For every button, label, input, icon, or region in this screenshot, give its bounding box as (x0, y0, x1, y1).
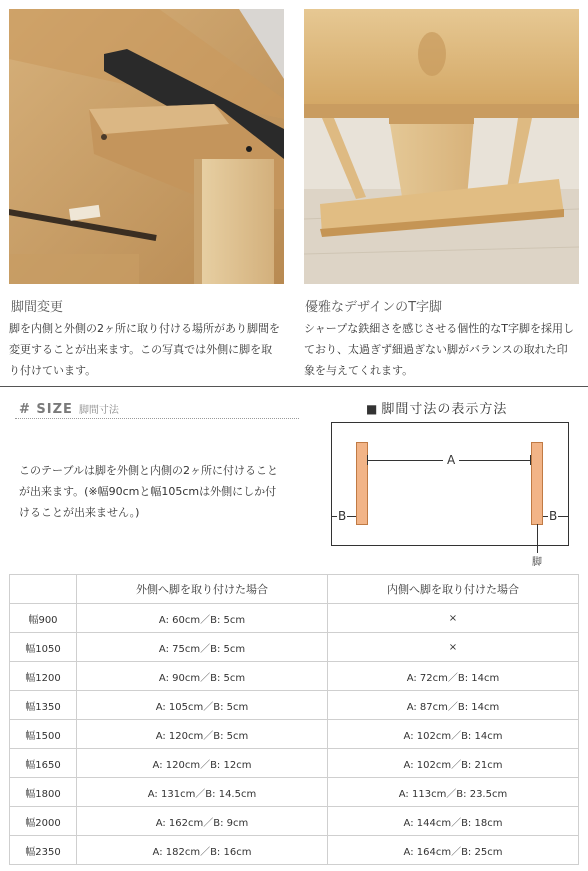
leg-spacing-table (9, 574, 579, 865)
feature-text-line: 変更することが出来ます。この写真では外側に脚を取 (9, 343, 273, 356)
table-row (10, 749, 579, 778)
table-cell: A: 90cm／B: 5cm (77, 662, 328, 691)
feature-title-t-leg: 優雅なデザインのT字脚 (305, 300, 443, 315)
table-cell: A: 120cm／B: 12cm (77, 749, 328, 778)
table-header-cell (10, 575, 77, 604)
diagram-title (366, 398, 507, 417)
table-cell: 幅1650 (10, 749, 77, 778)
table-cell: 幅1800 (10, 778, 77, 807)
table-row (10, 836, 579, 865)
table-cell: A: 72cm／B: 14cm (328, 662, 579, 691)
section-divider (0, 386, 588, 387)
table-cell: A: 60cm／B: 5cm (77, 604, 328, 633)
leg-note: 脚 (532, 557, 542, 568)
table-row (10, 691, 579, 720)
table-cell: A: 102cm／B: 14cm (328, 720, 579, 749)
label-b-right: B (549, 509, 558, 523)
table-header-cell: 外側へ脚を取り付けた場合 (77, 575, 328, 604)
size-heading (19, 398, 119, 417)
table-cell: A: 131cm／B: 14.5cm (77, 778, 328, 807)
table-cell: A: 120cm／B: 5cm (77, 720, 328, 749)
label-b-left: B (338, 509, 347, 523)
table-cell: A: 75cm／B: 5cm (77, 633, 328, 662)
size-heading-title: # SIZE (19, 402, 73, 417)
table-cell: A: 182cm／B: 16cm (77, 836, 328, 865)
feature-title-leg-position: 脚間変更 (11, 300, 64, 315)
table-cell: 幅1200 (10, 662, 77, 691)
table-cell: 幅1050 (10, 633, 77, 662)
table-cell: 幅2000 (10, 807, 77, 836)
table-row (10, 778, 579, 807)
right-leg-shape (531, 442, 543, 525)
table-cell: × (328, 604, 579, 633)
feature-text-t-leg (304, 318, 584, 381)
table-cell: A: 144cm／B: 18cm (328, 807, 579, 836)
feature-text-line: ており、太過ぎず細過ぎない脚がバランスの取れた印 (304, 343, 568, 356)
leg-spacing-diagram (331, 422, 569, 546)
table-cell: A: 164cm／B: 25cm (328, 836, 579, 865)
table-header-cell: 内側へ脚を取り付けた場合 (328, 575, 579, 604)
table-cell: A: 113cm／B: 23.5cm (328, 778, 579, 807)
size-heading-subtitle: 脚間寸法 (78, 405, 119, 416)
feature-text-leg-position (9, 318, 289, 381)
feature-text-line: り付けています。 (9, 364, 97, 377)
square-marker-icon: ■ (366, 402, 379, 416)
table-cell: 幅1350 (10, 691, 77, 720)
size-description (19, 460, 314, 523)
table-row (10, 662, 579, 691)
leg-pointer-line (537, 524, 538, 546)
size-description-line: けることが出来ません。) (19, 506, 140, 519)
leg-pointer-line-outer (537, 545, 538, 553)
table-cell: 幅1500 (10, 720, 77, 749)
diagram-title-text: 脚間寸法の表示方法 (381, 402, 508, 417)
feature-text-line: 象を与えてくれます。 (304, 364, 414, 377)
table-cell: A: 162cm／B: 9cm (77, 807, 328, 836)
table-cell: 幅2350 (10, 836, 77, 865)
size-description-line: このテーブルは脚を外側と内側の2ヶ所に付けること (19, 464, 279, 477)
feature-text-line: シャープな鉄細さを感じさせる個性的なT字脚を採用し (304, 322, 574, 335)
table-header-row (10, 575, 579, 604)
photo-t-shaped-leg (304, 9, 579, 284)
feature-text-line: 脚を内側と外側の2ヶ所に取り付ける場所があり脚間を (9, 322, 280, 335)
a-tick-right (530, 455, 531, 465)
size-heading-rule (15, 418, 299, 419)
photo-underside-bracket (9, 9, 284, 284)
table-row (10, 633, 579, 662)
table-cell: A: 87cm／B: 14cm (328, 691, 579, 720)
table-cell: A: 105cm／B: 5cm (77, 691, 328, 720)
table-row (10, 807, 579, 836)
table-row (10, 720, 579, 749)
size-description-line: が出来ます。(※幅90cmと幅105cmは外側にしか付 (19, 485, 277, 498)
table-cell: × (328, 633, 579, 662)
table-cell: 幅900 (10, 604, 77, 633)
table-row (10, 604, 579, 633)
table-cell: A: 102cm／B: 21cm (328, 749, 579, 778)
label-a: A (443, 453, 459, 467)
